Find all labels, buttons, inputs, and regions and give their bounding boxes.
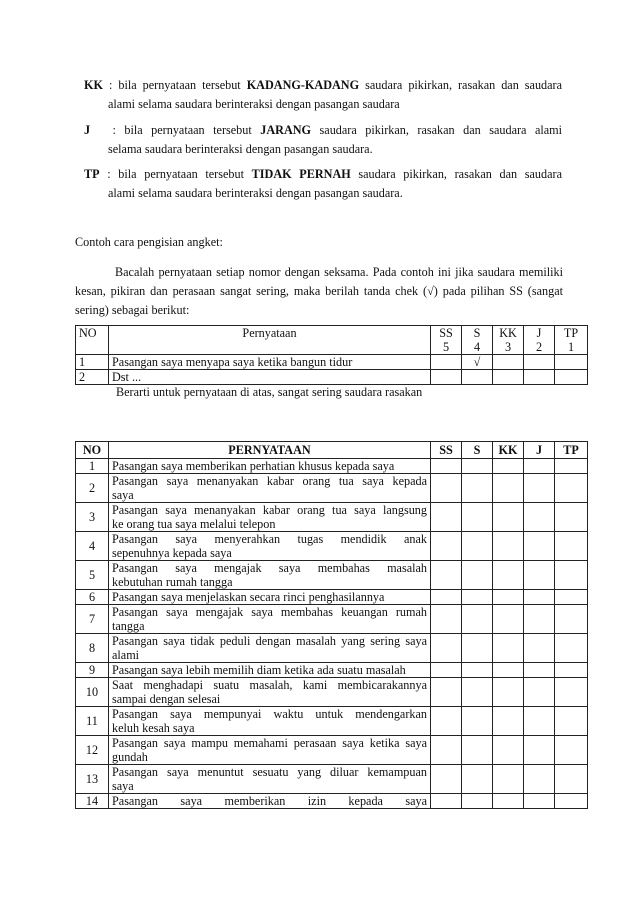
statement-line: Pasangan saya menuntut sesuatu yang diluar kemampuan <box>112 765 427 779</box>
table-row <box>76 459 588 474</box>
statement-line: Pasangan saya menanyakan kabar orang tua saya langsung <box>112 503 427 517</box>
row-no: 8 <box>76 634 109 663</box>
answer-j[interactable] <box>524 605 555 634</box>
answer-j[interactable] <box>524 370 555 385</box>
statement-line: Pasangan saya menyerahkan tugas mendidik anak <box>112 532 427 546</box>
header-tp: TP <box>555 442 588 459</box>
row-statement <box>109 707 431 736</box>
header-statement: PERNYATAAN <box>109 442 431 459</box>
table-row <box>76 503 588 532</box>
example-paragraph <box>75 263 563 320</box>
answer-j[interactable] <box>524 707 555 736</box>
table-row <box>76 736 588 765</box>
definition-text: : bila pernyataan tersebut <box>112 123 252 137</box>
answer-tp[interactable] <box>555 355 588 370</box>
answer-kk[interactable] <box>493 794 524 809</box>
header-tp <box>555 326 588 355</box>
answer-s[interactable] <box>462 459 493 474</box>
answer-ss[interactable] <box>431 794 462 809</box>
answer-j[interactable] <box>524 663 555 678</box>
answer-s[interactable] <box>462 736 493 765</box>
answer-kk[interactable] <box>493 561 524 590</box>
answer-ss[interactable] <box>431 474 462 503</box>
definition-text: : bila pernyataan tersebut <box>107 167 244 181</box>
answer-s[interactable] <box>462 474 493 503</box>
table-row <box>76 355 588 370</box>
row-statement <box>109 663 431 678</box>
statement-line: Pasangan saya memberikan izin kepada saya <box>112 794 427 808</box>
statement-line: Pasangan saya mempunyai waktu untuk mendengarkan <box>112 707 427 721</box>
table-row <box>76 634 588 663</box>
header-j <box>524 326 555 355</box>
answer-kk[interactable] <box>493 634 524 663</box>
definition-j <box>84 121 562 159</box>
definition-text: saudara pikirkan, rasakan dan saudara alami <box>319 123 563 137</box>
row-no: 10 <box>76 678 109 707</box>
row-statement <box>109 605 431 634</box>
header-j: J <box>524 442 555 459</box>
header-s: S <box>462 442 493 459</box>
answer-kk[interactable] <box>493 605 524 634</box>
table-row <box>76 532 588 561</box>
answer-ss[interactable] <box>431 590 462 605</box>
answer-j[interactable] <box>524 678 555 707</box>
answer-ss[interactable] <box>431 736 462 765</box>
statement-line: sampai dengan selesai <box>112 692 221 706</box>
table-row <box>76 561 588 590</box>
header-kk-score: 3 <box>504 340 512 354</box>
header-s <box>462 326 493 355</box>
answer-ss[interactable] <box>431 459 462 474</box>
statement-line: kebutuhan rumah tangga <box>112 575 233 589</box>
answer-ss[interactable] <box>431 678 462 707</box>
row-statement <box>109 561 431 590</box>
answer-tp[interactable] <box>555 503 588 532</box>
table-row <box>76 590 588 605</box>
header-no: NO <box>76 442 109 459</box>
questionnaire-header <box>76 442 588 459</box>
definition-kk <box>84 76 562 114</box>
answer-kk[interactable] <box>493 355 524 370</box>
header-tp-label: TP <box>563 326 579 340</box>
answer-s[interactable] <box>462 532 493 561</box>
row-statement <box>109 503 431 532</box>
answer-ss[interactable] <box>431 663 462 678</box>
row-no: 2 <box>76 474 109 503</box>
answer-j[interactable] <box>524 459 555 474</box>
answer-j[interactable] <box>524 474 555 503</box>
answer-tp[interactable] <box>555 590 588 605</box>
definition-code: J <box>84 123 91 137</box>
example-table <box>75 325 588 385</box>
row-no: 13 <box>76 765 109 794</box>
answer-kk[interactable] <box>493 663 524 678</box>
header-tp-score: 1 <box>567 340 575 354</box>
row-statement <box>109 765 431 794</box>
answer-tp[interactable] <box>555 459 588 474</box>
statement-line: Pasangan saya mampu memahami perasaan saya ketika saya <box>112 736 427 750</box>
answer-s[interactable] <box>462 605 493 634</box>
statement-line: Pasangan saya lebih memilih diam ketika ada suatu masalah <box>112 663 406 677</box>
row-statement <box>109 532 431 561</box>
row-no: 5 <box>76 561 109 590</box>
answer-s[interactable] <box>462 765 493 794</box>
row-no: 14 <box>76 794 109 809</box>
definition-text: : bila pernyataan tersebut <box>108 78 241 92</box>
table-row <box>76 663 588 678</box>
header-ss: SS <box>431 442 462 459</box>
answer-s[interactable] <box>462 707 493 736</box>
table-row <box>76 474 588 503</box>
statement-line: gundah <box>112 750 148 764</box>
answer-ss[interactable] <box>431 561 462 590</box>
table-row <box>76 794 588 809</box>
definition-term: KADANG-KADANG <box>246 78 360 92</box>
answer-kk[interactable] <box>493 736 524 765</box>
table-row <box>76 678 588 707</box>
answer-tp[interactable] <box>555 474 588 503</box>
row-no: 1 <box>76 459 109 474</box>
definition-text: alami selama saudara berinteraksi dengan pasangan saudara. <box>108 186 403 200</box>
answer-kk[interactable] <box>493 503 524 532</box>
row-statement: Dst ... <box>109 370 431 385</box>
statement-line: Saat menghadapi suatu masalah, kami membicarakannya <box>112 678 427 692</box>
definition-term: TIDAK PERNAH <box>251 167 351 181</box>
definition-tp <box>84 165 562 203</box>
answer-tp[interactable] <box>555 707 588 736</box>
statement-line: Pasangan saya memberikan perhatian khusus kepada saya <box>112 459 395 473</box>
answer-ss[interactable] <box>431 707 462 736</box>
answer-j[interactable] <box>524 794 555 809</box>
row-no: 2 <box>76 370 109 385</box>
answer-kk[interactable] <box>493 459 524 474</box>
row-no: 11 <box>76 707 109 736</box>
answer-kk[interactable] <box>493 678 524 707</box>
answer-s[interactable] <box>462 794 493 809</box>
statement-line: saya <box>112 779 134 793</box>
questionnaire-table <box>75 441 588 809</box>
answer-tp[interactable] <box>555 634 588 663</box>
header-ss-label: SS <box>439 326 453 340</box>
definition-text: saudara pikirkan, rasakan dan saudara <box>358 167 562 181</box>
statement-line: saya <box>112 488 134 502</box>
answer-s[interactable] <box>462 590 493 605</box>
row-statement <box>109 678 431 707</box>
row-no: 6 <box>76 590 109 605</box>
answer-kk[interactable] <box>493 532 524 561</box>
statement-line: Pasangan saya menjelaskan secara rinci penghasilannya <box>112 590 385 604</box>
answer-tp[interactable] <box>555 765 588 794</box>
example-table-header <box>76 326 588 355</box>
answer-kk[interactable] <box>493 474 524 503</box>
answer-s[interactable] <box>462 561 493 590</box>
answer-tp[interactable] <box>555 561 588 590</box>
header-s-label: S <box>473 326 481 340</box>
answer-tp[interactable] <box>555 736 588 765</box>
answer-ss[interactable] <box>431 532 462 561</box>
row-no: 4 <box>76 532 109 561</box>
answer-j[interactable] <box>524 561 555 590</box>
answer-ss[interactable] <box>431 634 462 663</box>
statement-line: Pasangan saya menanyakan kabar orang tua saya kepada <box>112 474 427 488</box>
statement-line: Pasangan saya tidak peduli dengan masalah yang sering saya <box>112 634 427 648</box>
answer-j[interactable] <box>524 503 555 532</box>
definition-term: JARANG <box>260 123 312 137</box>
header-kk <box>493 326 524 355</box>
row-statement <box>109 459 431 474</box>
answer-tp[interactable] <box>555 370 588 385</box>
answer-ss[interactable] <box>431 765 462 794</box>
answer-kk[interactable] <box>493 590 524 605</box>
answer-s[interactable] <box>462 634 493 663</box>
table-row <box>76 707 588 736</box>
answer-ss[interactable] <box>431 605 462 634</box>
statement-line: Pasangan saya mengajak saya membahas masalah <box>112 561 427 575</box>
header-no: NO <box>76 326 109 355</box>
statement-line: ke orang tua saya melalui telepon <box>112 517 276 531</box>
statement-line: alami <box>112 648 140 662</box>
row-no: 12 <box>76 736 109 765</box>
statement-line: tangga <box>112 619 145 633</box>
row-statement <box>109 634 431 663</box>
example-note: Berarti untuk pernyataan di atas, sangat sering saudara rasakan <box>116 385 423 399</box>
header-statement: Pernyataan <box>109 326 431 355</box>
row-no: 3 <box>76 503 109 532</box>
row-no: 9 <box>76 663 109 678</box>
answer-ss[interactable] <box>431 355 462 370</box>
answer-j[interactable] <box>524 532 555 561</box>
answer-kk[interactable] <box>493 707 524 736</box>
answer-tp[interactable] <box>555 794 588 809</box>
definition-code: KK <box>84 78 103 92</box>
answer-kk[interactable] <box>493 370 524 385</box>
example-heading: Contoh cara pengisian angket: <box>75 235 223 249</box>
row-statement <box>109 736 431 765</box>
header-kk: KK <box>493 442 524 459</box>
header-j-score: 2 <box>535 340 543 354</box>
definition-text: alami selama saudara berinteraksi dengan pasangan saudara <box>108 97 400 111</box>
row-statement <box>109 474 431 503</box>
questionnaire-body <box>76 459 588 809</box>
table-row <box>76 605 588 634</box>
row-no: 7 <box>76 605 109 634</box>
answer-j[interactable] <box>524 590 555 605</box>
answer-tp[interactable] <box>555 678 588 707</box>
statement-line: Pasangan saya mengajak saya membahas keuangan rumah <box>112 605 427 619</box>
answer-s[interactable] <box>462 678 493 707</box>
row-statement: Pasangan saya menyapa saya ketika bangun tidur <box>109 355 431 370</box>
header-s-score: 4 <box>473 340 481 354</box>
table-row <box>76 765 588 794</box>
definition-code: TP <box>84 167 100 181</box>
answer-tp[interactable] <box>555 532 588 561</box>
row-statement <box>109 794 431 809</box>
definition-text: selama saudara berinteraksi dengan pasangan saudara. <box>108 142 373 156</box>
answer-tp[interactable] <box>555 605 588 634</box>
answer-s[interactable] <box>462 663 493 678</box>
answer-kk[interactable] <box>493 765 524 794</box>
answer-s[interactable] <box>462 370 493 385</box>
row-statement <box>109 590 431 605</box>
row-no: 1 <box>76 355 109 370</box>
statement-line: keluh kesah saya <box>112 721 195 735</box>
header-ss <box>431 326 462 355</box>
answer-ss[interactable] <box>431 370 462 385</box>
answer-j[interactable] <box>524 355 555 370</box>
answer-j[interactable] <box>524 736 555 765</box>
definition-text: saudara pikirkan, rasakan dan saudara <box>365 78 563 92</box>
example-paragraph-text: Bacalah pernyataan setiap nomor dengan seksama. Pada contoh ini jika saudara memiliki kesan, pikiran dan perasaan sangat sering, maka berilah tanda chek (√) pada pilihan SS (sangat sering) sebagai berikut: <box>75 265 563 317</box>
table-row <box>76 370 588 385</box>
answer-j[interactable] <box>524 634 555 663</box>
header-ss-score: 5 <box>442 340 450 354</box>
answer-ss[interactable] <box>431 503 462 532</box>
header-j-label: J <box>536 326 542 340</box>
answer-tp[interactable] <box>555 663 588 678</box>
answer-j[interactable] <box>524 765 555 794</box>
answer-s[interactable]: √ <box>462 355 493 370</box>
header-kk-label: KK <box>499 326 517 340</box>
statement-line: sepenuhnya kepada saya <box>112 546 232 560</box>
answer-s[interactable] <box>462 503 493 532</box>
